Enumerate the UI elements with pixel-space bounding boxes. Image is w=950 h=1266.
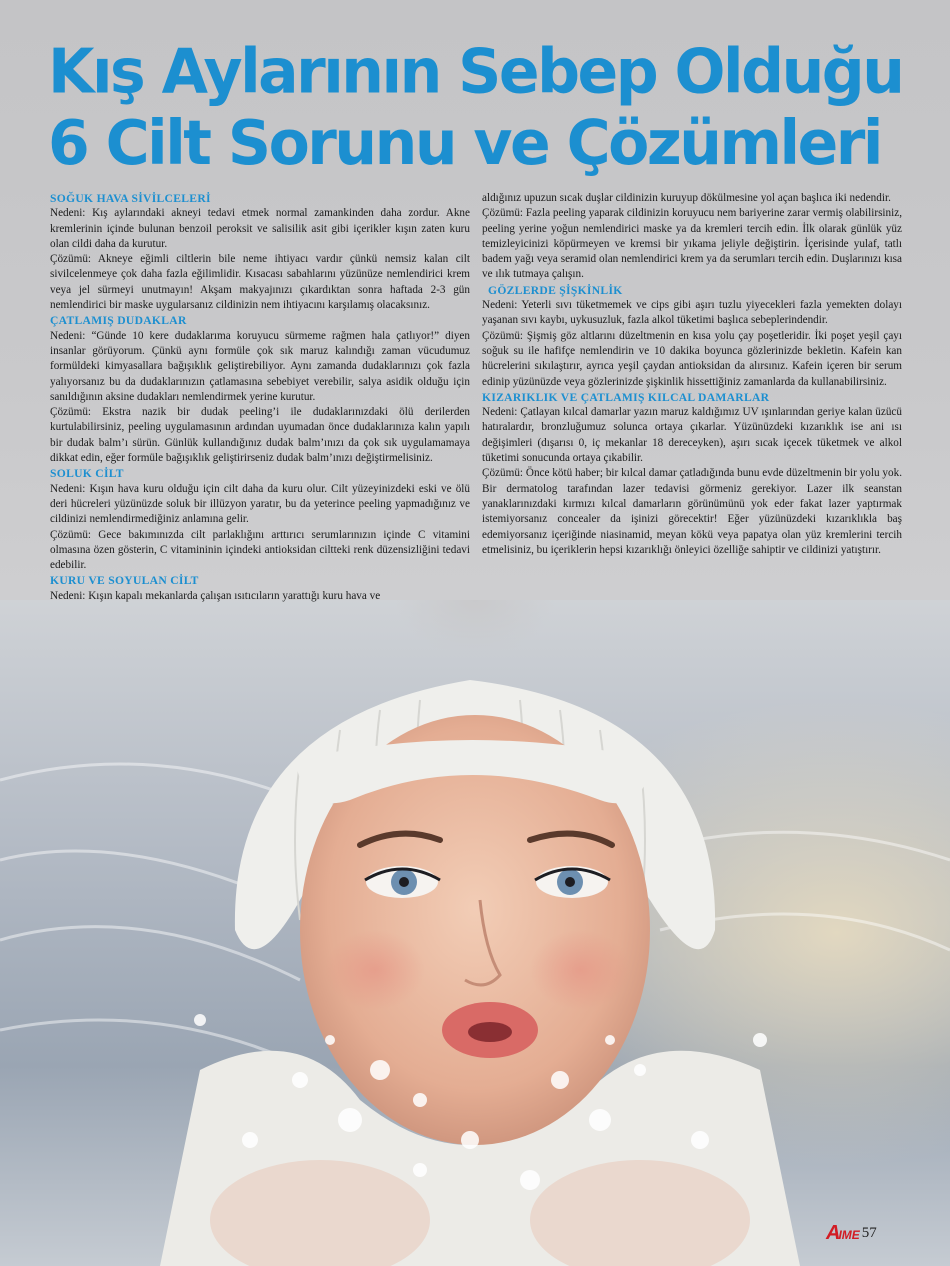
paragraph: Çözümü: Fazla peeling yaparak cildinizin koruyucu nem bariyerine zarar vermiş olabilirsiniz, peeling yerine yoğun nemlendirici maske ya da kremleri tercih edin. İlk olarak günlük yüz temizleyicinizi köpürmeyen ve kremsi bir yıkama jeliyle değiştirin. İçerisinde yulaf, tatlı badem yağı veya seramid olan nemlendirici krem ya da serumları tercih edin. Duşlarınızı kısa ve ılık tutmaya çalışın.: [482, 207, 902, 281]
title-line-2: 6 Cilt Sorunu ve Çözümleri: [48, 108, 881, 180]
paragraph: aldığınız upuzun sıcak duşlar cildinizin kuruyup dökülmesine yol açan başlıca iki nedendir.: [482, 192, 891, 204]
paragraph: Çözümü: Gece bakımınızda cilt parlaklığını arttırıcı serumlarınızın içinde C vitamini olmasına özen gösterin, C vitamininin içindeki antioksidan ciltteki renk düzensizliğini tedavi edebilir.: [50, 528, 470, 572]
paragraph: Çözümü: Akneye eğimli ciltlerin bile neme ihtiyacı vardır çünkü nemsiz kalan cilt sivilcelenmeye çok daha fazla eğilimlidir. Kısacası sabahlarını yüzünüze nemlendirici krem veya jel sürmeyi unutmayın! Akşam makyajınızı çıkardıktan sonra haftada 2-3 gün nemlendirici bir maske uygularsanız cildinizin nem ihtiyacını karşılamış olacaksınız.: [50, 253, 470, 312]
brand-logo-text: IME: [838, 1228, 860, 1242]
article-column-left: [50, 191, 470, 604]
paragraph: Nedeni: Çatlayan kılcal damarlar yazın maruz kaldığımız UV ışınlarından geriye kalan üzücü hatıralardır, bronzluğumuz solunca ortaya çıkarlar. Yüzünüzdeki kızarıklık ise ani ısı değişimleri (dışarısı 0, iç mekanlar 18 dereceyken), aşırı sıcak içecek tüketmek ve alkol tüketimi sonucunda ortaya çıkabilir.: [482, 406, 902, 465]
winter-woman-photo: [0, 600, 950, 1266]
section-heading: GÖZLERDE ŞİŞKİNLİK: [488, 283, 623, 297]
section-heading: ÇATLAMIŞ DUDAKLAR: [50, 314, 187, 328]
brand-logo: [826, 1224, 860, 1242]
paragraph: Çözümü: Ekstra nazik bir dudak peeling’i ile dudaklarınızdaki ölü derilerden kurtulabilirsiniz, peeling uygulamasının ardından uyumadan önce dudaklarınıza kalın yapılı bir dudak balm’ı sürün. Günlük kullandığınız dudak balm’ınızı da çok sık uygulamamaya dikkat edin, eğer formüle bağışıklık geliştirirseniz dudak balm’ınızı değiştirmelisiniz.: [50, 406, 470, 465]
paragraph: Nedeni: “Günde 10 kere dudaklarıma koruyucu sürmeme rağmen hala çatlıyor!” diyen insanlar görüyorum. Çünkü aynı formüle çok sık maruz kalındığı zaman vücudumuz formüldeki kimyasallara bağışıklık geliştirebiliyor. Aynı zamanda dudaklarınızı çok fazla yalıyorsanız bu da dudaklarınızın çatlamasına sebebiyet verebilir, salya asidik olduğu için sanıldığının aksine dudakları nemlendirmek yerine kurutur.: [50, 329, 470, 403]
paragraph: Nedeni: Kışın kapalı mekanlarda çalışan ısıtıcıların yarattığı kuru hava ve: [50, 589, 381, 602]
page-number: 57: [861, 1224, 877, 1241]
page-title: [48, 37, 928, 180]
article-column-right: [482, 191, 902, 558]
paragraph: Nedeni: Yeterli sıvı tüketmemek ve cips gibi aşırı tuzlu yiyecekleri fazla yemekten dolayı yaşanan sıvı kaybı, uykusuzluk, fazla alkol tüketimi başlıca sebeplerindendir.: [482, 299, 902, 327]
brand-logo-initial: A: [826, 1222, 841, 1244]
section-heading: KURU VE SOYULAN CİLT: [50, 574, 199, 588]
paragraph: Nedeni: Kışın hava kuru olduğu için cilt daha da kuru olur. Cilt yüzeyinizdeki eski ve ölü deri hücreleri yüzünüzde soluk bir illüzyon yaratır, bu da yeterince peeling yapmadığınız ve cildinizi nemlendirmediğiniz anlamına gelir.: [50, 482, 470, 526]
footer-branding: [826, 1222, 877, 1244]
section-heading: SOLUK CİLT: [50, 467, 124, 481]
paragraph: Nedeni: Kış aylarındaki akneyi tedavi etmek normal zamankinden daha zordur. Akne kremlerinin içinde bulunan benzoil peroksit ve salisilik asit gibi içerikler kışın zaten kuru olan cildi daha da kurutur.: [50, 207, 470, 250]
section-heading: KIZARIKLIK VE ÇATLAMIŞ KILCAL DAMARLAR: [482, 390, 770, 404]
paragraph: Çözümü: Şişmiş göz altlarını düzeltmenin en kısa yolu çay poşetleridir. İki poşet yeşil çayı soğuk su ile hafifçe nemlendirin ve 10 dakika boyunca gözlerinizde bekletin. Kafein kan hücrelerini sıkılaştırır, ayrıca yeşil çaydan antioksidan da alırsınız. Kafein içeren bir serum edinip yüzünüzde veya gözlerinizde şişkinlik hissettiğiniz zamanlarda da kullanabilirsiniz.: [482, 329, 902, 388]
section-heading: SOĞUK HAVA SİVİLCELERİ: [50, 192, 211, 205]
paragraph: Çözümü: Önce kötü haber; bir kılcal damar çatladığında bunu evde düzeltmenin bir yolu yok. Bir dermatolog tarafından lazer tedavisi görmeniz gerekiyor. Lazer ilk seanstan yanaklarınızdaki kırmızı kılcal damarların görünümünü yok eder fakat lazer yaptırmak istemiyorsanız concealer da işinizi görecektir! Eğer yüzünüzdeki kızarıklıkla baş edemiyorsanız içeriğinde niasinamid, meyan kökü veya papatya olan yüz kremlerini tercih etmelisiniz, bu içeriklerin hepsi kızarıklığı önleyici özelliğe sahiptir ve cildinizi yatıştırır.: [482, 467, 902, 556]
title-line-1: Kış Aylarının Sebep Olduğu: [48, 36, 903, 108]
